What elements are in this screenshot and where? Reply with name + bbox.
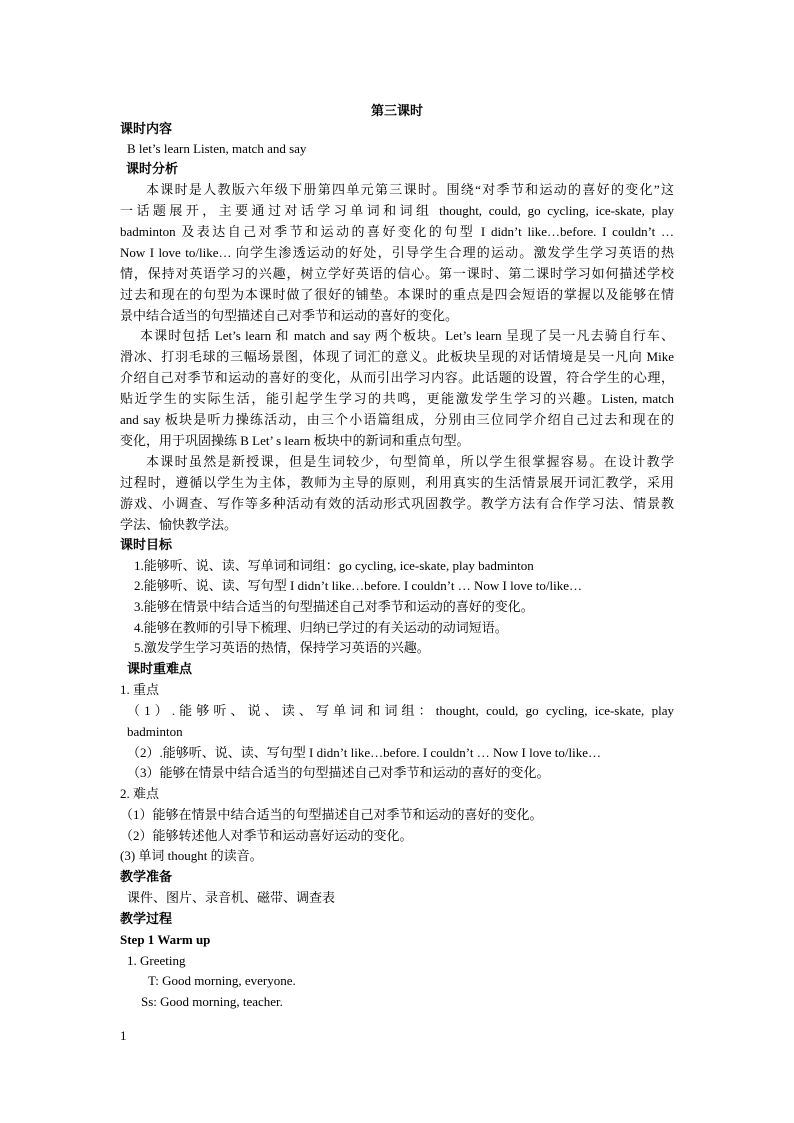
goal-item: 3.能够在情景中结合适当的句型描述自己对季节和运动的喜好的变化。: [134, 599, 534, 614]
key-point: badminton: [127, 724, 183, 739]
analysis-line: 过程时，遵循以学生为主体，教师为主导的原则，利用真实的生活情景展开词汇教学，采用: [120, 475, 674, 490]
teacher-line: T: Good morning, everyone.: [148, 973, 296, 988]
page-number: 1: [120, 1028, 127, 1043]
difficult-points-label: 2. 难点: [120, 786, 160, 801]
analysis-line: 贴近学生的实际生活，能引起学生学习的共鸣，更能激发学生学习的兴趣。Listen, match: [120, 391, 674, 406]
goal-item: 1.能够听、说、读、写单词和词组：go cycling, ice-skate, play badminton: [134, 558, 534, 573]
content-heading: 课时内容: [120, 121, 173, 136]
page-title: 第三课时: [370, 103, 423, 118]
difficult-point: （2）能够转述他人对季节和运动喜好运动的变化。: [120, 828, 413, 843]
analysis-line: 介绍自己对季节和运动的喜好的变化，从而引出学习内容。此话题的设置，符合学生的心理，: [120, 370, 674, 385]
goals-heading: 课时目标: [120, 537, 173, 552]
analysis-line: badminton 及表达自己对季节和运动的喜好变化的句型 I didn’t like…before. I couldn’t …: [120, 224, 674, 239]
difficult-point: (3) 单词 thought 的读音。: [120, 848, 263, 863]
key-point: （1）.能够听、说、读、写单词和词组：thought, could, go cycling, ice-skate, play: [127, 703, 674, 718]
analysis-line: 过去和现在的句型为本课时做了很好的铺垫。本课时的重点是四会短语的掌握以及能够在情: [120, 287, 674, 302]
analysis-line: and say 板块是听力操练活动，由三个小语篇组成，分别由三位同学介绍自己过去和现在的: [120, 412, 674, 427]
key-point: （2）.能够听、说、读、写句型 I didn’t like…before. I couldn’t … Now I love to/like…: [127, 745, 601, 760]
prep-heading: 教学准备: [120, 869, 173, 884]
greeting-item: 1. Greeting: [127, 953, 186, 968]
students-line: Ss: Good morning, teacher.: [141, 994, 283, 1009]
analysis-line: 变化，用于巩固操练 B Let’ s learn 板块中的新词和重点句型。: [120, 433, 470, 448]
analysis-line: 一话题展开，主要通过对话学习单词和词组 thought, could, go cycling, ice-skate, play: [120, 203, 674, 218]
analysis-heading: 课时分析: [126, 161, 179, 176]
process-heading: 教学过程: [120, 911, 173, 926]
analysis-line: 本课时是人教版六年级下册第四单元第三课时。围绕“对季节和运动的喜好的变化”这: [146, 182, 674, 197]
analysis-line: 学法、愉快教学法。: [120, 517, 238, 532]
analysis-line: Now I love to/like… 向学生渗透运动的好处，引导学生合理的运动。激发学生学习英语的热: [120, 245, 674, 260]
key-points-label: 1. 重点: [120, 682, 160, 697]
goal-item: 4.能够在教师的引导下梳理、归纳已学过的有关运动的动词短语。: [134, 620, 508, 635]
content-line: B let’s learn Listen, match and say: [127, 141, 307, 156]
analysis-line: 游戏、小调查、写作等多种活动有效的活动形式巩固教学。教学方法有合作学习法、情景教: [120, 496, 674, 511]
analysis-line: 情，保持对英语学习的兴趣，树立学好英语的信心。第一课时、第二课时学习如何描述学校: [120, 266, 674, 281]
analysis-line: 景中结合适当的句型描述自己对季节和运动的喜好的变化。: [120, 308, 459, 323]
key-heading: 课时重难点: [127, 661, 193, 676]
goal-item: 2.能够听、说、读、写句型 I didn’t like…before. I couldn’t … Now I love to/like…: [134, 578, 582, 593]
step-heading: Step 1 Warm up: [120, 932, 211, 947]
prep-line: 课件、图片、录音机、磁带、调查表: [127, 890, 336, 905]
key-point: （3）能够在情景中结合适当的句型描述自己对季节和运动的喜好的变化。: [127, 765, 550, 780]
analysis-line: 滑冰、打羽毛球的三幅场景图，体现了词汇的意义。此板块呈现的对话情境是吴一凡向 Mike: [120, 349, 674, 364]
difficult-point: （1）能够在情景中结合适当的句型描述自己对季节和运动的喜好的变化。: [120, 807, 543, 822]
analysis-line: 本课时虽然是新授课，但是生词较少，句型简单，所以学生很掌握容易。在设计教学: [146, 454, 674, 469]
analysis-line: 本课时包括 Let’s learn 和 match and say 两个板块。Let’s learn 呈现了吴一凡去骑自行车、: [140, 328, 674, 343]
goal-item: 5.激发学生学习英语的热情，保持学习英语的兴趣。: [134, 640, 430, 655]
